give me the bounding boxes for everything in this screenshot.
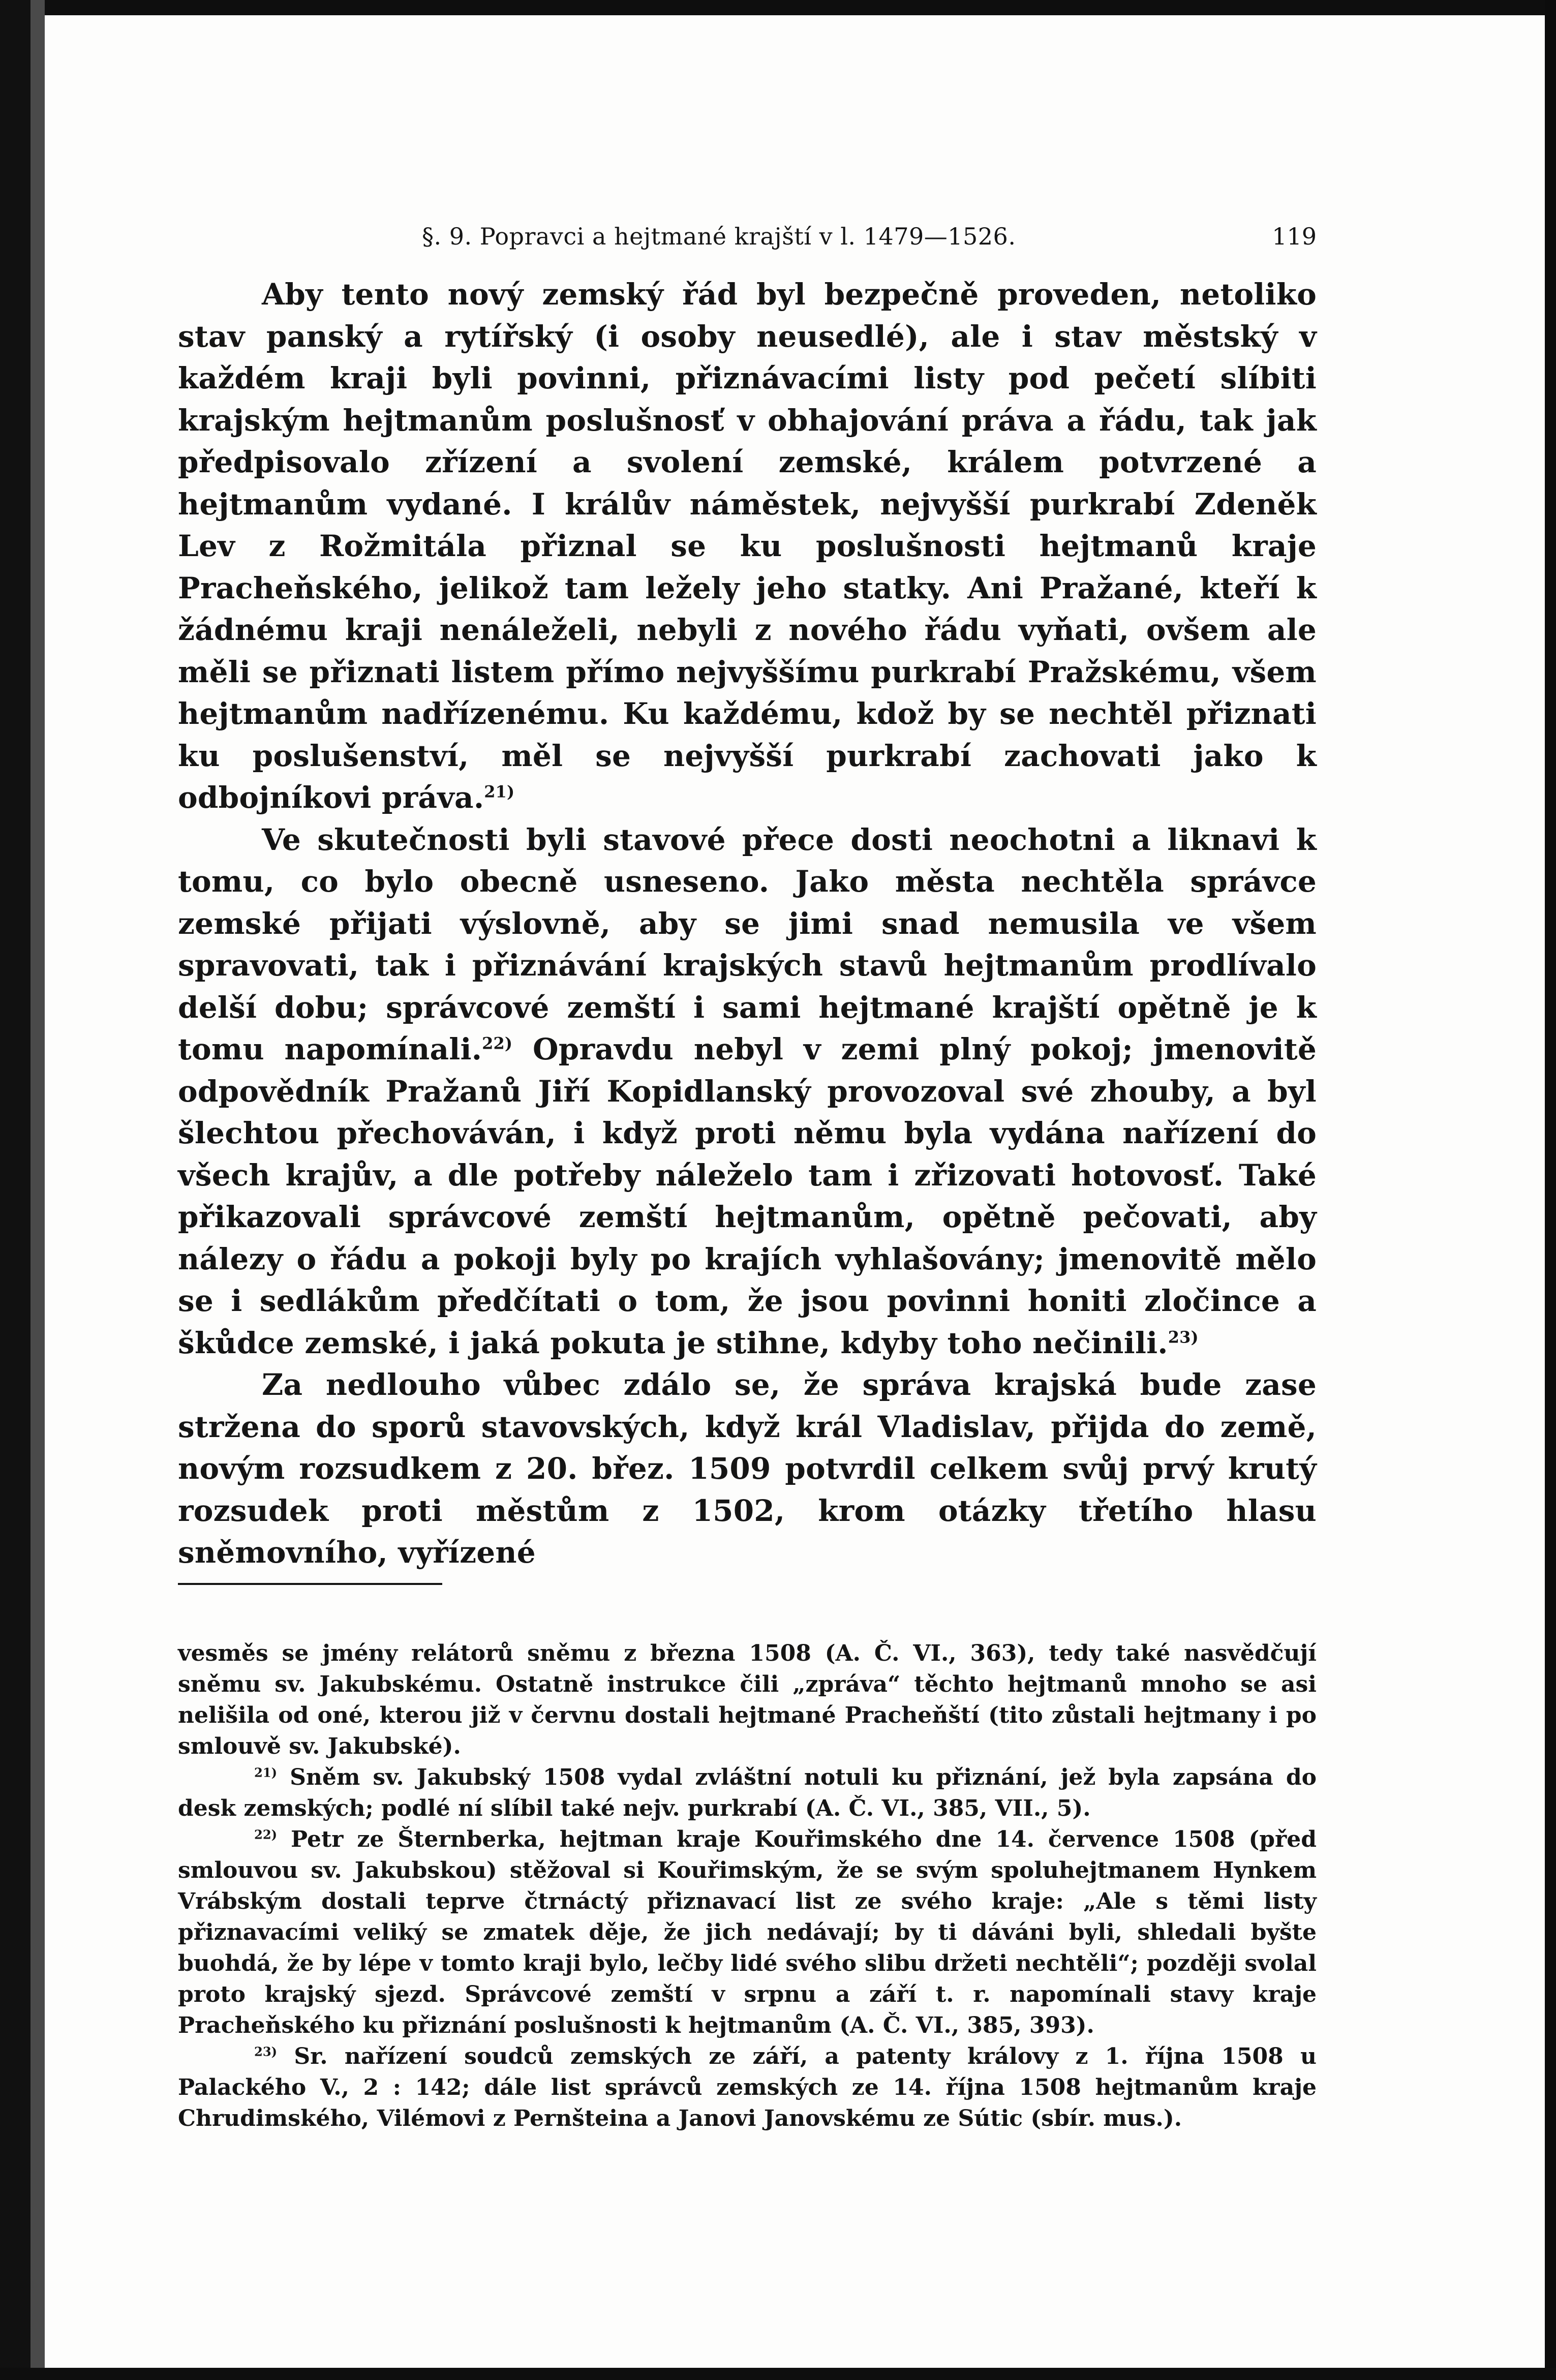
footnote-text: Petr ze Šternberka, hejtman kraje Kouřimského dne 14. července 1508 (před smlouvou sv. Jakubskou) stěžoval si Kouřimským, že se svým spoluhejtmanem Hynkem Vrábským dostali teprve čtrnáctý přiznavací list ze svého kraje: „Ale s těmi listy přiznavacími veliký se zmatek děje, že jich nedávají; by ti dáváni byli, shledali byšte buohdá, že by lépe v tomto kraji bylo, lečby lidé svého slibu držeti nechtěli“; později svolal proto krajský sjezd. Správcové zemští v srpnu a září t. r. napomínali stavy kraje Pracheňského ku přiznání poslušnosti k hejtmanům (A. Č. VI., 385, 393). bbox=[178, 1826, 1317, 2038]
page-content bbox=[178, 219, 1317, 2134]
footnote-ref: 21) bbox=[484, 782, 515, 802]
scan-edge-bottom bbox=[0, 2368, 1556, 2380]
paragraph-text: Ve skutečnosti byli stavové přece dosti neochotni a liknavi k tomu, co bylo obecně usneseno. Jako města nechtěla správce zemské přijati výslovně, aby se jimi snad nemusila ve všem spravovati, tak i přiznávání krajských stavů hejtmanům prodlívalo delší dobu; správcové zemští i sami hejtmané krajští opětně je k tomu napomínali. bbox=[178, 822, 1317, 1066]
paragraph bbox=[178, 273, 1317, 819]
footnote-separator bbox=[178, 1583, 442, 1585]
page-number: 119 bbox=[1272, 223, 1317, 250]
paragraph-text: Aby tento nový zemský řád byl bezpečně proveden, netoliko stav panský a rytířský (i osoby neusedlé), ale i stav městský v každém kraji byli povinni, přiznávacími listy pod pečetí slíbiti krajským hejtmanům poslušnosť v obhajování práva a řádu, tak jak předpisovalo zřízení a svolení zemské, králem potvrzené a hejtmanům vydané. I králův náměstek, nejvyšší purkrabí Zdeněk Lev z Rožmitála přiznal se ku poslušnosti hejtmanů kraje Pracheňského, jelikož tam ležely jeho statky. Ani Pražané, kteří k žádnému kraji nenáleželi, nebyli z nového řádu vyňati, ovšem ale měli se přiznati listem přímo nejvyššímu purkrabí Pražskému, všem hejtmanům nadřízenému. Ku každému, kdož by se nechtěl přiznati ku poslušenství, měl se nejvyšší purkrabí zachovati jako k odbojníkovi práva. bbox=[178, 277, 1317, 815]
footnote-ref: 23) bbox=[1168, 1327, 1199, 1347]
body-text bbox=[178, 273, 1317, 1574]
footnote-text: Sněm sv. Jakubský 1508 vydal zvláštní notuli ku přiznání, jež byla zapsána do desk zemských; podlé ní slíbil také nejv. purkrabí (A. Č. VI., 385, VII., 5). bbox=[178, 1764, 1317, 1821]
scan-edge-top bbox=[0, 0, 1556, 15]
running-header-title: §. 9. Popravci a hejtmané krajští v l. 1479—1526. bbox=[422, 223, 1016, 250]
footnote bbox=[178, 1824, 1317, 2041]
footnote bbox=[178, 2041, 1317, 2134]
footnote-text: Sr. nařízení soudců zemských ze září, a patenty královy z 1. října 1508 u Palackého V., 2 : 142; dále list správců zemských ze 14. října 1508 hejtmanům kraje Chrudimského, Vilémovi z Pernšteina a Janovi Janovskému ze Sútic (sbír. mus.). bbox=[178, 2043, 1317, 2131]
running-header bbox=[178, 219, 1317, 254]
footnote-mark: 23) bbox=[254, 2043, 278, 2059]
scan-edge-gutter bbox=[30, 0, 45, 2380]
footnote-mark: 21) bbox=[254, 1764, 278, 1780]
footnotes bbox=[178, 1638, 1317, 2134]
footnote-continued: vesměs se jmény relátorů sněmu z března 1508 (A. Č. VI., 363), tedy také nasvědčují sněmu sv. Jakubskému. Ostatně instrukce čili „zpráva“ těchto hejtmanů mnoho se asi nelišila od oné, kterou již v červnu dostali hejtmané Pracheňští (tito zůstali hejtmany i po smlouvě sv. Jakubské). bbox=[178, 1640, 1317, 1759]
paragraph-text: Opravdu nebyl v zemi plný pokoj; jmenovitě odpovědník Pražanů Jiří Kopidlanský provozoval své zhouby, a byl šlechtou přechováván, i když proti němu byla vydána nařízení do všech krajův, a dle potřeby náleželo tam i zřizovati hotovosť. Také přikazovali správcové zemští hejtmanům, opětně pečovati, aby nálezy o řádu a pokoji byly po krajích vyhlašovány; jmenovitě mělo se i sedlákům předčítati o tom, že jsou povinni honiti zločince a škůdce zemské, i jaká pokuta je stihne, kdyby toho nečinili. bbox=[178, 1032, 1317, 1360]
scan-edge-right bbox=[1545, 0, 1556, 2380]
paragraph bbox=[178, 1364, 1317, 1574]
footnote-ref: 22) bbox=[482, 1033, 513, 1053]
footnote bbox=[178, 1762, 1317, 1824]
scan-edge-left bbox=[0, 0, 30, 2380]
paragraph-text: Za nedlouho vůbec zdálo se, že správa krajská bude zase stržena do sporů stavovských, když král Vladislav, přijda do země, novým rozsudkem z 20. břez. 1509 potvrdil celkem svůj prvý krutý rozsudek proti městům z 1502, krom otázky třetího hlasu sněmovního, vyřízené bbox=[178, 1367, 1317, 1570]
paragraph bbox=[178, 819, 1317, 1364]
footnote-mark: 22) bbox=[254, 1826, 278, 1842]
